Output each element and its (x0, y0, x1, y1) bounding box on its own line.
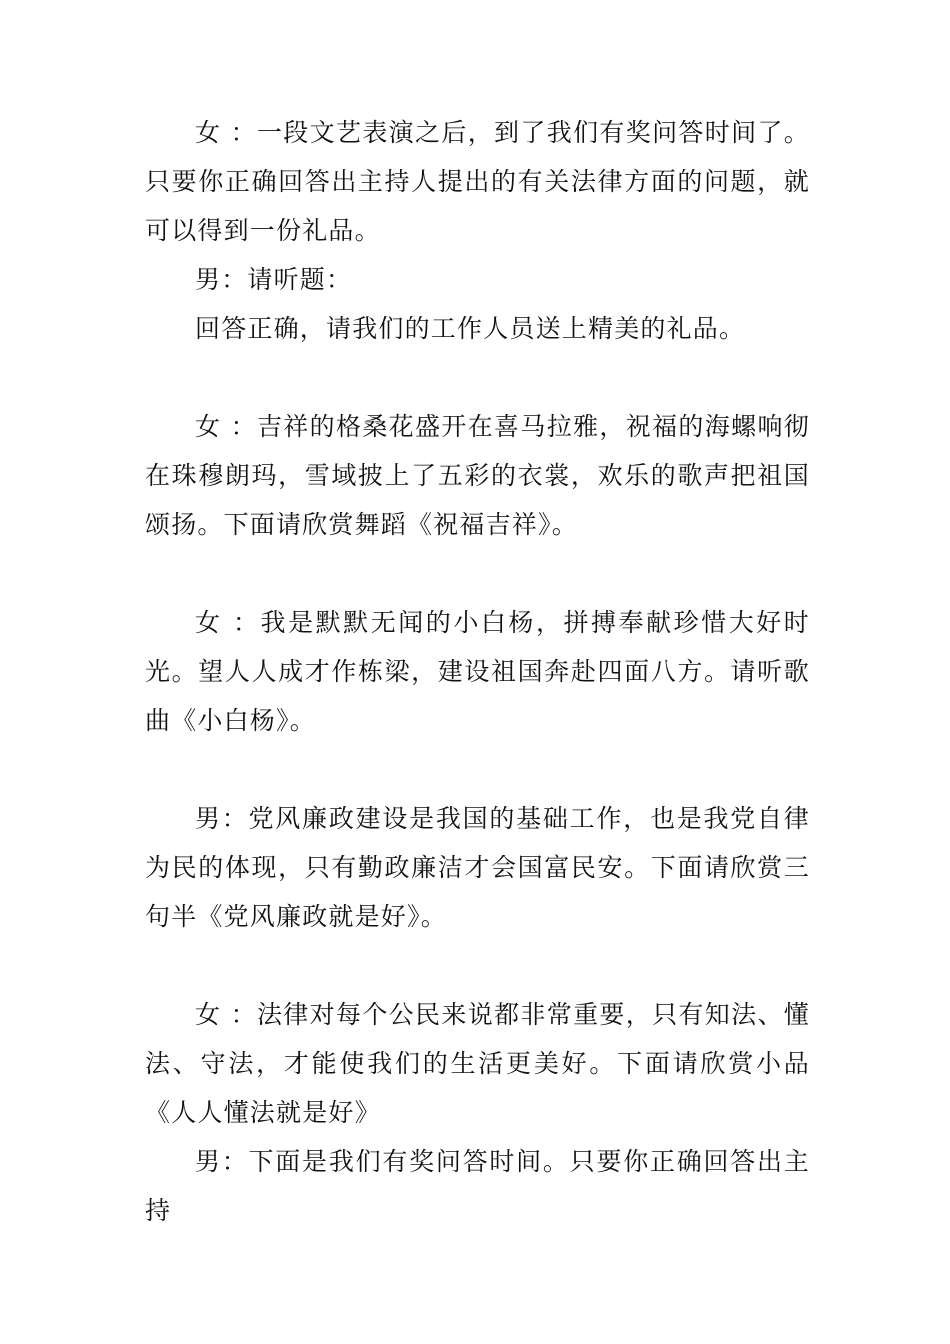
paragraph-skit-intro: 女 ：法律对每个公民来说都非常重要，只有知法、懂法、守法，才能使我们的生活更美好。下面请欣赏小品《人人懂法就是好》 (145, 1000, 810, 1127)
paragraph-song-intro: 女 ：我是默默无闻的小白杨，拼搏奉献珍惜大好时光。望人人成才作栋梁，建设祖国奔赴四面八方。请听歌曲《小白杨》。 (145, 608, 810, 735)
paragraph-dance-intro: 女 ：吉祥的格桑花盛开在喜马拉雅，祝福的海螺响彻在珠穆朗玛，雪域披上了五彩的衣裳，欢乐的歌声把祖国颂扬。下面请欣赏舞蹈《祝福吉祥》。 (145, 412, 810, 539)
paragraph-gap (145, 745, 810, 794)
paragraph-gap (145, 941, 810, 990)
paragraph-sanjuban-intro: 男：党风廉政建设是我国的基础工作，也是我党自律为民的体现，只有勤政廉洁才会国富民安。下面请欣赏三句半《党风廉政就是好》。 (145, 804, 810, 931)
paragraph-quiz-intro: 女 ：一段文艺表演之后，到了我们有奖问答时间了。只要你正确回答出主持人提出的有关法律方面的问题，就可以得到一份礼品。 (145, 118, 810, 245)
document-body (145, 108, 810, 1235)
paragraph-gap (145, 549, 810, 598)
paragraph-listen-question: 男：请听题： (195, 265, 353, 294)
paragraph-gap (145, 353, 810, 402)
paragraph-quiz-again: 男：下面是我们有奖问答时间。只要你正确回答出主持 (145, 1147, 810, 1225)
paragraph-correct-answer: 回答正确，请我们的工作人员送上精美的礼品。 (195, 314, 746, 343)
